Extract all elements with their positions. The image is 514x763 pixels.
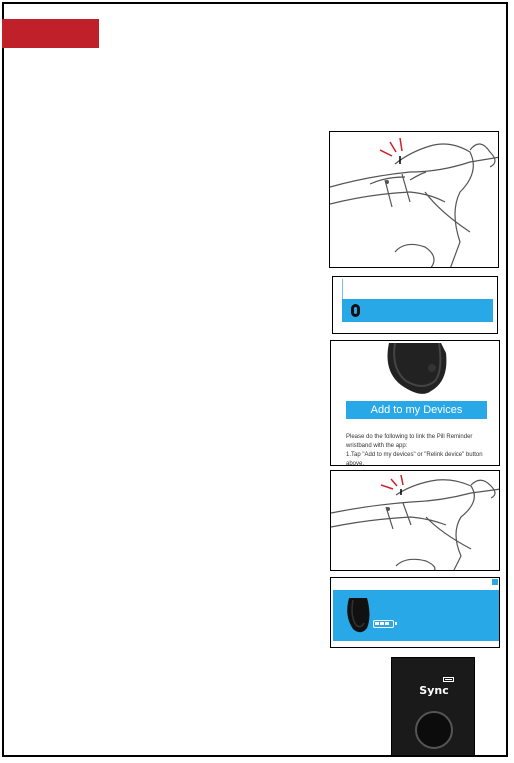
add-to-my-devices-button[interactable]: Add to my Devices xyxy=(346,401,487,419)
device-list-screen xyxy=(332,276,498,334)
wristband-icon xyxy=(343,596,373,636)
hand-press-drawing xyxy=(331,471,500,571)
instruction-line: Please do the following to link the Pill Reminder xyxy=(346,434,473,440)
battery-cell xyxy=(380,622,384,625)
battery-cell xyxy=(385,622,389,625)
instruction-line: wristband with the app: xyxy=(346,443,408,449)
instruction-line: 1.Tap "Add to my devices" or "Relink device" button xyxy=(346,452,483,458)
instruction-line: above. xyxy=(346,461,365,466)
battery-icon xyxy=(443,677,454,682)
wristband-icon xyxy=(331,341,500,401)
wristband-display xyxy=(391,657,475,756)
battery-icon xyxy=(373,620,394,628)
paired-device-screen xyxy=(330,577,500,648)
battery-cell xyxy=(375,622,379,625)
paired-device-item[interactable] xyxy=(333,590,499,641)
pairing-instructions xyxy=(346,433,491,466)
divider xyxy=(342,279,343,299)
wristband-icon xyxy=(351,304,360,317)
status-indicator xyxy=(492,579,498,585)
press-button-illustration xyxy=(329,131,499,268)
wristband-button xyxy=(415,711,453,749)
section-tab xyxy=(2,19,99,48)
device-list-item[interactable] xyxy=(342,299,493,322)
hand-press-drawing xyxy=(330,132,499,268)
press-button-illustration-2 xyxy=(330,470,500,571)
sync-label: Sync xyxy=(419,684,449,697)
add-device-screen xyxy=(330,340,500,466)
